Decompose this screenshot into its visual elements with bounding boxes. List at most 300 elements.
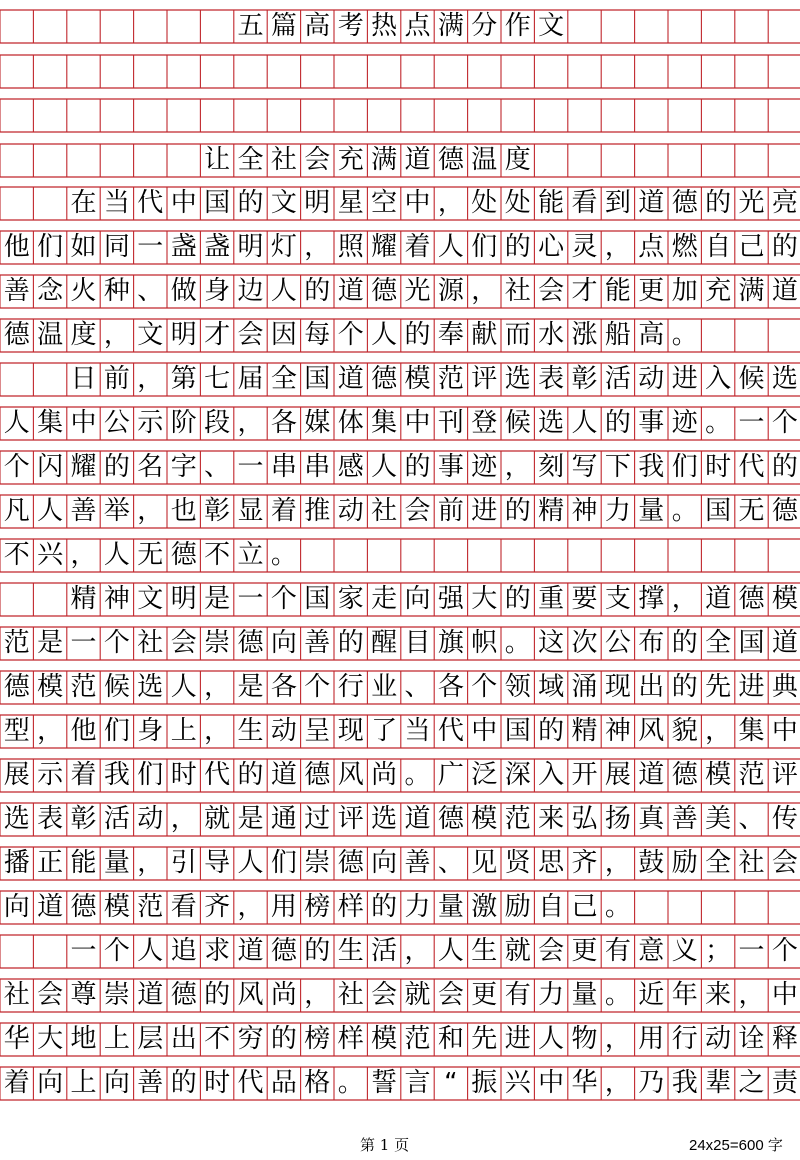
grid-cell: 迹 xyxy=(671,408,698,438)
grid-cell: 国 xyxy=(304,364,331,394)
grid-cell: 当 xyxy=(103,188,130,218)
grid-cell: 文 xyxy=(137,584,164,614)
grid-cell: 全 xyxy=(270,364,297,394)
grid-cell: 典 xyxy=(771,672,798,702)
grid-cell: 满 xyxy=(437,11,464,41)
grid-cell: 布 xyxy=(638,628,665,658)
grid-cell: 加 xyxy=(671,276,698,306)
grid-cell: 集 xyxy=(37,408,64,438)
grid-cell: 个 xyxy=(304,672,331,702)
grid-cell: 。 xyxy=(270,540,297,570)
grid-cell: 选 xyxy=(538,408,565,438)
grid-cell: ； xyxy=(705,936,732,966)
grid-cell: 风 xyxy=(337,760,364,790)
grid-cell: 激 xyxy=(471,892,498,922)
grid-cell: 集 xyxy=(738,716,765,746)
grid-cell: 次 xyxy=(571,628,598,658)
grid-cell: 尚 xyxy=(371,760,398,790)
grid-cell: 我 xyxy=(638,452,665,482)
grid-cell: 强 xyxy=(437,584,464,614)
grid-row xyxy=(0,319,800,352)
grid-cell: 德 xyxy=(437,145,464,175)
grid-cell xyxy=(67,10,100,43)
grid-cell: 体 xyxy=(337,408,364,438)
grid-cell: 和 xyxy=(437,1024,464,1054)
grid-cell: 心 xyxy=(538,232,565,262)
grid-cell: 思 xyxy=(538,848,565,878)
grid-cell: 尊 xyxy=(70,980,97,1010)
grid-cell: 上 xyxy=(70,1068,97,1098)
grid-cell: 光 xyxy=(404,276,431,306)
grid-cell: 品 xyxy=(270,1068,297,1098)
grid-cell: 会 xyxy=(437,980,464,1010)
grid-cell: 向 xyxy=(270,628,297,658)
grid-cell: 每 xyxy=(304,320,331,350)
grid-cell: 范 xyxy=(3,628,30,658)
grid-cell: 个 xyxy=(771,936,798,966)
grid-cell: 明 xyxy=(304,188,331,218)
grid-cell: 善 xyxy=(671,804,698,834)
grid-row xyxy=(0,891,800,924)
grid-cell: 不 xyxy=(204,1024,231,1054)
grid-cell: 代 xyxy=(137,188,164,218)
grid-cell: 诠 xyxy=(738,1024,765,1054)
grid-cell: 届 xyxy=(237,364,264,394)
grid-cell: 格 xyxy=(304,1068,331,1098)
grid-cell: 崇 xyxy=(304,848,331,878)
grid-cell: 串 xyxy=(304,452,331,482)
grid-cell: 全 xyxy=(705,848,732,878)
grid-cell: 道 xyxy=(705,584,732,614)
grid-cell: 不 xyxy=(204,540,231,570)
grid-cell: 华 xyxy=(3,1024,30,1054)
grid-cell: 生 xyxy=(237,716,264,746)
grid-cell: 的 xyxy=(237,760,264,790)
grid-cell: 着 xyxy=(270,496,297,526)
grid-cell: 社 xyxy=(3,980,30,1010)
grid-cell: 五 xyxy=(237,11,264,41)
grid-cell: 人 xyxy=(371,452,398,482)
grid-cell: 推 xyxy=(304,496,331,526)
grid-cell: 、 xyxy=(404,672,431,702)
grid-cell: 能 xyxy=(70,848,97,878)
grid-cell: 年 xyxy=(671,980,698,1010)
grid-cell: 选 xyxy=(504,364,531,394)
grid-cell: 日 xyxy=(70,364,97,394)
grid-cell: 力 xyxy=(604,496,631,526)
grid-cell: 活 xyxy=(604,364,631,394)
grid-cell: 己 xyxy=(571,892,598,922)
grid-row xyxy=(0,144,800,177)
grid-cell: 能 xyxy=(538,188,565,218)
grid-cell: 社 xyxy=(337,980,364,1010)
grid-cell: 让 xyxy=(204,145,231,175)
grid-cell: 充 xyxy=(337,145,364,175)
grid-cell: 看 xyxy=(170,892,197,922)
grid-cell: 先 xyxy=(705,672,732,702)
grid-row xyxy=(0,231,800,264)
grid-cell: 无 xyxy=(137,540,164,570)
grid-cell: 善 xyxy=(137,1068,164,1098)
grid-cell: 会 xyxy=(771,848,798,878)
grid-cell: 兴 xyxy=(504,1068,531,1098)
grid-cell: 候 xyxy=(103,672,130,702)
grid-cell xyxy=(0,363,33,396)
grid-row xyxy=(0,1023,800,1056)
grid-cell: 星 xyxy=(337,188,364,218)
grid-cell: 励 xyxy=(671,848,698,878)
grid-cell: 传 xyxy=(771,804,798,834)
grid-cell: 而 xyxy=(504,320,531,350)
grid-cell: 我 xyxy=(671,1068,698,1098)
grid-cell: 立 xyxy=(237,540,264,570)
grid-cell: 人 xyxy=(270,276,297,306)
grid-cell: 崇 xyxy=(103,980,130,1010)
grid-cell: 耀 xyxy=(371,232,398,262)
grid-cell: 灯 xyxy=(270,232,297,262)
grid-cell: 德 xyxy=(170,540,197,570)
grid-cell: 的 xyxy=(304,276,331,306)
grid-cell: 身 xyxy=(204,276,231,306)
grid-cell: 扬 xyxy=(604,804,631,834)
grid-cell: 会 xyxy=(170,628,197,658)
grid-cell: 才 xyxy=(204,320,231,350)
grid-cell: 呈 xyxy=(304,716,331,746)
grid-cell: 念 xyxy=(37,276,64,306)
grid-cell xyxy=(33,935,66,968)
grid-cell: 来 xyxy=(538,804,565,834)
grid-cell: 向 xyxy=(37,1068,64,1098)
grid-cell: 会 xyxy=(304,145,331,175)
grid-cell: 进 xyxy=(738,672,765,702)
grid-cell: 风 xyxy=(237,980,264,1010)
grid-cell: 模 xyxy=(771,584,798,614)
grid-cell: 因 xyxy=(270,320,297,350)
grid-cell: 充 xyxy=(705,276,732,306)
grid-cell: 善 xyxy=(304,628,331,658)
grid-cell: 动 xyxy=(337,496,364,526)
grid-cell: 彰 xyxy=(571,364,598,394)
grid-cell xyxy=(33,144,66,177)
grid-cell: 阶 xyxy=(170,408,197,438)
grid-cell: 现 xyxy=(604,672,631,702)
grid-cell: 华 xyxy=(571,1068,598,1098)
grid-cell: 道 xyxy=(337,364,364,394)
grid-cell: 们 xyxy=(137,760,164,790)
grid-cell: 国 xyxy=(204,188,231,218)
grid-cell: 醒 xyxy=(371,628,398,658)
grid-cell: 社 xyxy=(504,276,531,306)
grid-cell: 的 xyxy=(337,628,364,658)
grid-cell: 耀 xyxy=(70,452,97,482)
grid-cell: ， xyxy=(471,276,498,306)
grid-cell: 时 xyxy=(204,1068,231,1098)
grid-cell: 示 xyxy=(137,408,164,438)
grid-cell: 示 xyxy=(37,760,64,790)
grid-cell: 导 xyxy=(204,848,231,878)
grid-cell: ， xyxy=(204,672,231,702)
grid-row xyxy=(0,1067,800,1100)
grid-cell: 媒 xyxy=(304,408,331,438)
grid-cell: 他 xyxy=(3,232,30,262)
grid-cell: 中 xyxy=(404,408,431,438)
grid-cell: 先 xyxy=(471,1024,498,1054)
grid-cell: 生 xyxy=(471,936,498,966)
grid-cell: 的 xyxy=(404,452,431,482)
grid-cell: 时 xyxy=(705,452,732,482)
grid-cell: 中 xyxy=(471,716,498,746)
grid-cell: 美 xyxy=(705,804,732,834)
grid-cell: 的 xyxy=(404,320,431,350)
grid-cell: 乃 xyxy=(638,1068,665,1098)
grid-cell: 会 xyxy=(237,320,264,350)
grid-row xyxy=(0,979,800,1012)
grid-cell: 善 xyxy=(70,496,97,526)
grid-cell: 个 xyxy=(337,320,364,350)
grid-cell: 处 xyxy=(504,188,531,218)
grid-cell: 模 xyxy=(103,892,130,922)
grid-row xyxy=(0,10,800,43)
grid-cell: 文 xyxy=(538,11,565,41)
grid-cell: 德 xyxy=(771,496,798,526)
grid-cell xyxy=(0,583,33,616)
grid-cell: 温 xyxy=(37,320,64,350)
grid-cell: 深 xyxy=(504,760,531,790)
grid-cell: 要 xyxy=(571,584,598,614)
grid-cell: 考 xyxy=(337,11,364,41)
grid-cell: 我 xyxy=(103,760,130,790)
grid-cell: 业 xyxy=(371,672,398,702)
grid-cell: ， xyxy=(204,716,231,746)
grid-cell: 力 xyxy=(404,892,431,922)
grid-cell: 重 xyxy=(538,584,565,614)
grid-cell: 振 xyxy=(471,1068,498,1098)
grid-cell: 的 xyxy=(103,452,130,482)
grid-cell: 燃 xyxy=(671,232,698,262)
grid-cell: 齐 xyxy=(571,848,598,878)
grid-cell: 。 xyxy=(404,760,431,790)
grid-cell: 人 xyxy=(571,408,598,438)
grid-cell: 善 xyxy=(404,848,431,878)
grid-cell xyxy=(167,144,200,177)
grid-cell: 家 xyxy=(337,584,364,614)
grid-cell: 的 xyxy=(671,628,698,658)
grid-cell: 进 xyxy=(471,496,498,526)
grid-cell: 广 xyxy=(437,760,464,790)
grid-cell: 。 xyxy=(671,496,698,526)
grid-cell: 七 xyxy=(204,364,231,394)
grid-cell: 空 xyxy=(371,188,398,218)
grid-cell: 下 xyxy=(604,452,631,482)
grid-cell: ， xyxy=(170,804,197,834)
grid-row xyxy=(0,495,800,528)
grid-cell: 表 xyxy=(37,804,64,834)
grid-cell: 到 xyxy=(604,188,631,218)
grid-cell: 型 xyxy=(3,716,30,746)
grid-cell: 力 xyxy=(538,980,565,1010)
grid-cell: 励 xyxy=(504,892,531,922)
grid-cell: 道 xyxy=(404,804,431,834)
grid-cell: 、 xyxy=(204,452,231,482)
grid-cell: 是 xyxy=(237,672,264,702)
grid-cell: 行 xyxy=(671,1024,698,1054)
grid-cell: 德 xyxy=(671,188,698,218)
grid-cell: ， xyxy=(304,980,331,1010)
grid-row xyxy=(0,583,800,616)
grid-cell: 彰 xyxy=(204,496,231,526)
grid-cell: 选 xyxy=(771,364,798,394)
grid-cell: 做 xyxy=(170,276,197,306)
grid-cell: 真 xyxy=(638,804,665,834)
grid-cell: 分 xyxy=(471,11,498,41)
grid-cell: “ xyxy=(444,1068,458,1098)
grid-cell xyxy=(0,144,33,177)
grid-cell: 表 xyxy=(538,364,565,394)
grid-cell: 温 xyxy=(471,145,498,175)
grid-cell: 更 xyxy=(638,276,665,306)
grid-cell: 兴 xyxy=(37,540,64,570)
grid-cell: 第 xyxy=(170,364,197,394)
grid-cell: 人 xyxy=(437,232,464,262)
grid-cell: 走 xyxy=(371,584,398,614)
grid-cell: 一 xyxy=(738,408,765,438)
grid-cell: 引 xyxy=(170,848,197,878)
grid-cell: 个 xyxy=(771,408,798,438)
grid-cell: 们 xyxy=(270,848,297,878)
grid-cell: 中 xyxy=(404,188,431,218)
grid-cell: 了 xyxy=(371,716,398,746)
grid-cell xyxy=(200,10,233,43)
grid-cell: 也 xyxy=(170,496,197,526)
grid-cell: 火 xyxy=(70,276,97,306)
grid-cell: 人 xyxy=(237,848,264,878)
grid-cell: 样 xyxy=(337,1024,364,1054)
grid-cell: 身 xyxy=(137,716,164,746)
grid-cell: ， xyxy=(705,716,732,746)
grid-cell: 动 xyxy=(270,716,297,746)
grid-cell: 选 xyxy=(371,804,398,834)
grid-cell: 入 xyxy=(705,364,732,394)
grid-cell: 上 xyxy=(170,716,197,746)
grid-cell: 篇 xyxy=(270,11,297,41)
grid-cell: 边 xyxy=(237,276,264,306)
grid-cell: 盏 xyxy=(170,232,197,262)
grid-cell: 这 xyxy=(538,628,565,658)
grid-cell: 事 xyxy=(437,452,464,482)
grid-cell: 释 xyxy=(771,1024,798,1054)
grid-cell: 量 xyxy=(638,496,665,526)
grid-cell: 中 xyxy=(771,980,798,1010)
grid-cell: 范 xyxy=(504,804,531,834)
grid-cell: 的 xyxy=(771,232,798,262)
grid-row xyxy=(0,935,800,968)
grid-cell: 模 xyxy=(404,364,431,394)
grid-cell: ， xyxy=(604,1068,631,1098)
grid-cell: 的 xyxy=(771,452,798,482)
grid-cell: 公 xyxy=(604,628,631,658)
grid-cell: 神 xyxy=(103,584,130,614)
grid-cell: 凡 xyxy=(3,496,30,526)
grid-cell: 水 xyxy=(538,320,565,350)
grid-cell: 近 xyxy=(638,980,665,1010)
grid-cell: ， xyxy=(504,452,531,482)
grid-cell: ， xyxy=(70,540,97,570)
grid-cell: 生 xyxy=(337,936,364,966)
grid-cell: 显 xyxy=(237,496,264,526)
grid-cell: 个 xyxy=(103,936,130,966)
grid-cell: 向 xyxy=(103,1068,130,1098)
grid-cell: 点 xyxy=(404,11,431,41)
grid-cell: 德 xyxy=(237,628,264,658)
grid-cell: 撑 xyxy=(638,584,665,614)
grid-cell: 如 xyxy=(70,232,97,262)
grid-cell: 一 xyxy=(237,452,264,482)
grid-cell: 样 xyxy=(337,892,364,922)
grid-cell: 德 xyxy=(371,276,398,306)
grid-cell: 崇 xyxy=(204,628,231,658)
grid-cell: 会 xyxy=(538,276,565,306)
grid-cell: 。 xyxy=(504,628,531,658)
grid-cell: 候 xyxy=(504,408,531,438)
grid-cell: 支 xyxy=(604,584,631,614)
grid-cell: 道 xyxy=(337,276,364,306)
grid-cell: 、 xyxy=(137,276,164,306)
grid-cell: 代 xyxy=(237,1068,264,1098)
grid-cell: 的 xyxy=(170,1068,197,1098)
grid-cell: 进 xyxy=(671,364,698,394)
grid-cell: 个 xyxy=(3,452,30,482)
grid-cell: 全 xyxy=(705,628,732,658)
grid-row xyxy=(0,627,800,660)
grid-cell: 精 xyxy=(538,496,565,526)
grid-row xyxy=(0,671,800,704)
grid-cell: 们 xyxy=(103,716,130,746)
grid-cell: 奉 xyxy=(437,320,464,350)
grid-cell: 旗 xyxy=(437,628,464,658)
grid-row xyxy=(0,759,800,792)
grid-cell: 。 xyxy=(337,1068,364,1098)
grid-cell: 种 xyxy=(103,276,130,306)
grid-row xyxy=(0,99,800,132)
grid-cell: 辈 xyxy=(705,1068,732,1098)
grid-cell: 通 xyxy=(270,804,297,834)
grid-cell: 齐 xyxy=(204,892,231,922)
grid-cell: 作 xyxy=(504,11,531,41)
grid-cell: 灵 xyxy=(571,232,598,262)
grid-cell: 一 xyxy=(237,584,264,614)
grid-cell: 社 xyxy=(137,628,164,658)
grid-cell: 帜 xyxy=(471,628,498,658)
character-count: 24x25=600 字 xyxy=(689,1137,783,1154)
grid-cell: 尚 xyxy=(270,980,297,1010)
grid-row xyxy=(0,803,800,836)
grid-cell: 开 xyxy=(571,760,598,790)
grid-cell: 德 xyxy=(738,584,765,614)
grid-cell: 人 xyxy=(3,408,30,438)
grid-cell: 言 xyxy=(404,1068,431,1098)
grid-cell: ， xyxy=(137,364,164,394)
grid-cell: 量 xyxy=(103,848,130,878)
grid-cell: 穷 xyxy=(237,1024,264,1054)
grid-cell: 光 xyxy=(738,188,765,218)
grid-cell: 全 xyxy=(237,145,264,175)
grid-cell: 个 xyxy=(270,584,297,614)
grid-cell: 人 xyxy=(137,936,164,966)
grid-row xyxy=(0,275,800,308)
grid-cell: 代 xyxy=(738,452,765,482)
grid-cell: 的 xyxy=(705,188,732,218)
grid-cell: 德 xyxy=(437,804,464,834)
